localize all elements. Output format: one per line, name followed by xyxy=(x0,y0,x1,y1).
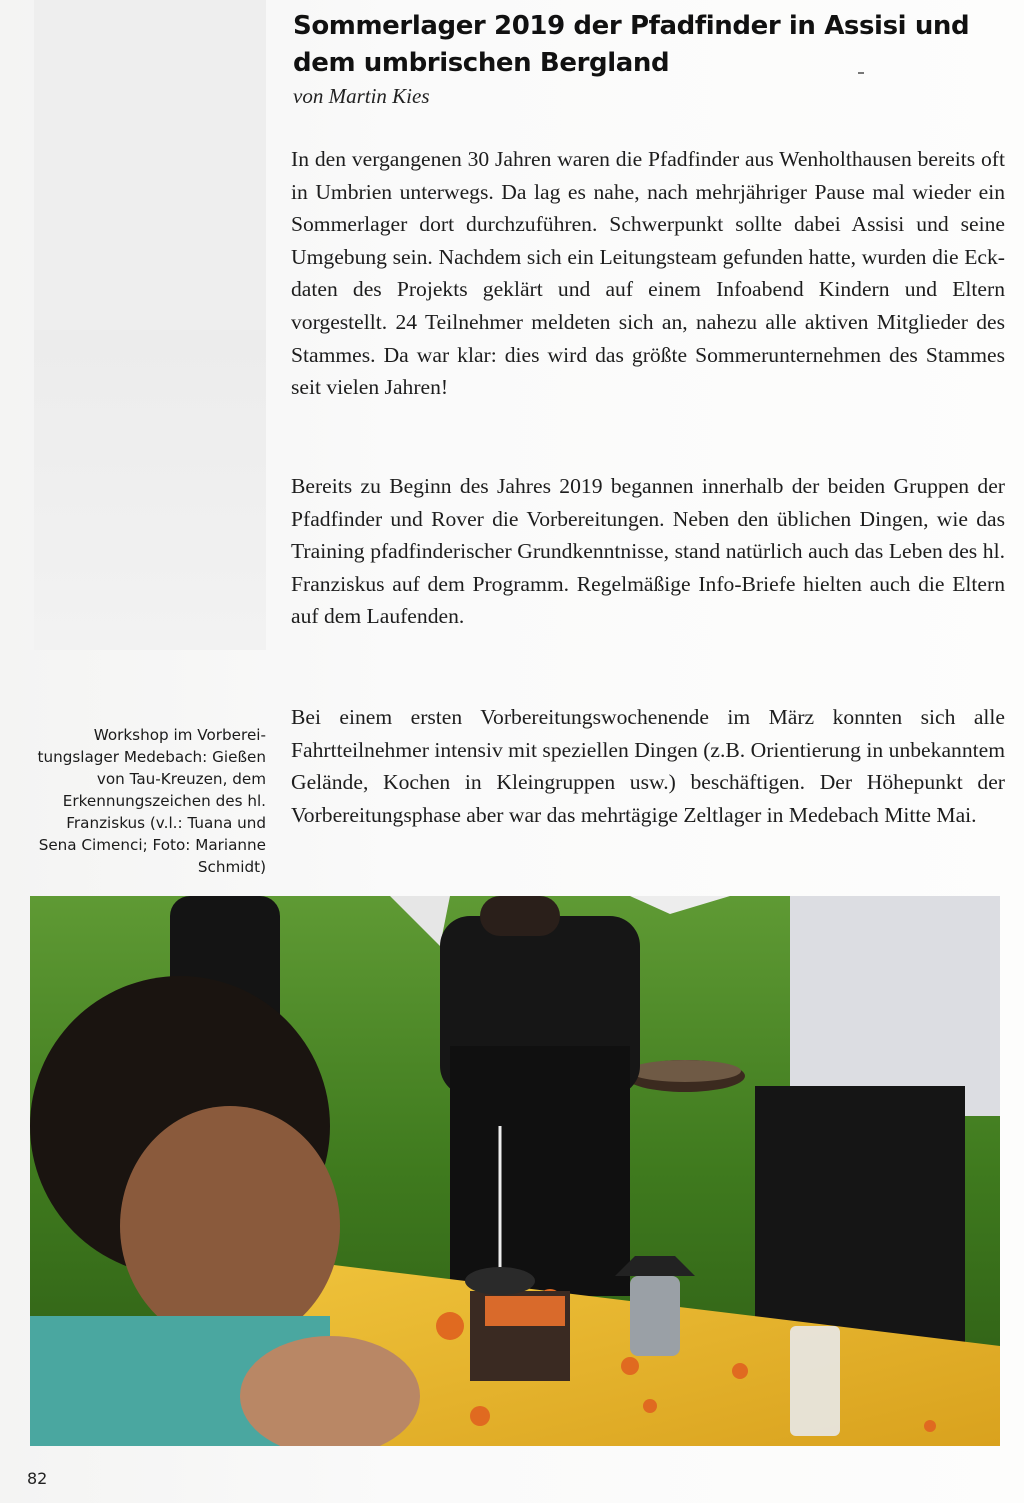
photo-caption: Workshop im Vorbereitungslager Medebach: Gießen von Tau-Kreuzen, dem Erkennungszeichen des hl. Franziskus (v.l.: Tuana und Sena Cimenci; Foto: Marianne Schmidt) xyxy=(37,726,266,876)
paragraph-1: In den vergangenen 30 Jahren waren die Pfadfinder aus Wenholthausen bereits oft in Umbrien unterwegs. Da lag es nahe, nach mehrjähriger Pause mal wieder ein Sommerlager dort durchzuführen. Schwerpunkt sollte dabei Assisi und seine Umgebung sein. Nachdem sich ein Leitungsteam gefunden hatte, wurden die Eckdaten des Projekts geklärt und auf einem Infoabend Kindern und Eltern vorgestellt. 24 Teilnehmer meldeten sich an, nahezu alle aktiven Mitglieder des Stammes. Da war klar: dies wird das größte Sommerunternehmen des Stammes seit vielen Jahren! xyxy=(291,147,1005,400)
sidebar-panel xyxy=(34,0,266,650)
sidebar-panel-lower xyxy=(34,330,266,650)
article-title: Sommerlager 2019 der Pfadfinder in Assisi und dem umbrischen Bergland xyxy=(293,11,970,78)
paragraph-3: Bei einem ersten Vorbereitungswochenende im März konnten sich alle Fahrtteilnehmer intensiv mit speziellen Dingen (z.B. Orientierung in unbekanntem Gelände, Kochen in Kleingruppen usw.) beschäftigen. Der Höhepunkt der Vorbereitungsphase aber war das mehrtägige Zeltlager in Medebach Mitte Mai. xyxy=(291,705,1005,827)
workshop-photo xyxy=(30,896,1000,1446)
workshop-photo-illustration xyxy=(30,896,1000,1446)
article-byline: von Martin Kies xyxy=(293,84,430,108)
paragraph-2: Bereits zu Beginn des Jahres 2019 begannen innerhalb der beiden Gruppen der Pfadfinder und Rover die Vorbereitungen. Neben den üblichen Dingen, wie das Training pfadfinderischer Grundkenntnisse, stand natürlich auch das Leben des hl. Franziskus auf dem Programm. Regelmäßige Info-Briefe hielten auch die Eltern auf dem Laufenden. xyxy=(291,474,1005,629)
page-number: 82 xyxy=(27,1469,48,1488)
